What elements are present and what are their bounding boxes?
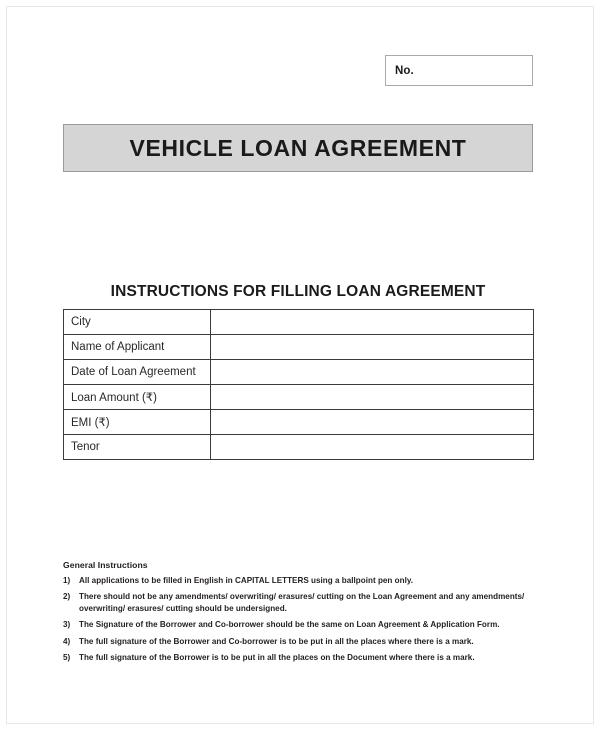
table-row	[64, 335, 534, 360]
list-item-number: 1)	[63, 576, 71, 585]
row-label-emi: EMI (₹)	[64, 410, 211, 435]
row-label-loan-amount: Loan Amount (₹)	[64, 385, 211, 410]
row-label-tenor: Tenor	[64, 435, 211, 460]
document-title-banner	[63, 124, 533, 172]
row-value-emi[interactable]	[211, 410, 534, 435]
general-instructions-section	[63, 560, 541, 669]
table-row	[64, 435, 534, 460]
table-row	[64, 360, 534, 385]
list-item-text: There should not be any amendments/ overwriting/ erasures/ cutting on the Loan Agreement and any amendments/ overwriting/ erasures/ cutting should be undersigned.	[79, 592, 525, 613]
list-item	[63, 652, 541, 663]
row-label-name-of-applicant: Name of Applicant	[64, 335, 211, 360]
general-instructions-title: General Instructions	[63, 560, 148, 570]
reference-number-label: No.	[395, 64, 414, 77]
table-row	[64, 385, 534, 410]
list-item	[63, 619, 541, 630]
list-item-number: 2)	[63, 592, 71, 602]
list-item-number: 5)	[63, 653, 71, 663]
row-label-date-of-loan-agreement: Date of Loan Agreement	[64, 360, 211, 385]
row-label-city: City	[64, 310, 211, 335]
list-item-text: The full signature of the Borrower and Co-borrower is to be put in all the places where there is a mark.	[79, 636, 474, 646]
instructions-heading: INSTRUCTIONS FOR FILLING LOAN AGREEMENT	[110, 283, 486, 300]
list-item-text: The full signature of the Borrower is to be put in all the places on the Document where there is a mark.	[79, 653, 475, 663]
list-item	[63, 636, 541, 647]
row-value-name-of-applicant[interactable]	[211, 335, 534, 360]
list-item-text: The Signature of the Borrower and Co-borrower should be the same on Loan Agreement & Application Form.	[79, 620, 500, 630]
reference-number-box[interactable]	[385, 55, 533, 86]
row-value-tenor[interactable]	[211, 435, 534, 460]
list-item-text: All applications to be filled in English in CAPITAL LETTERS using a ballpoint pen only.	[79, 576, 414, 585]
document-title: VEHICLE LOAN AGREEMENT	[129, 134, 467, 161]
table-row	[64, 410, 534, 435]
table-row	[64, 310, 534, 335]
row-value-date-of-loan-agreement[interactable]	[211, 360, 534, 385]
row-value-city[interactable]	[211, 310, 534, 335]
list-item-number: 4)	[63, 636, 71, 646]
list-item	[63, 591, 541, 614]
general-instructions-list	[63, 575, 541, 664]
list-item-number: 3)	[63, 620, 71, 630]
loan-details-table	[63, 309, 534, 460]
list-item	[63, 575, 541, 586]
row-value-loan-amount[interactable]	[211, 385, 534, 410]
